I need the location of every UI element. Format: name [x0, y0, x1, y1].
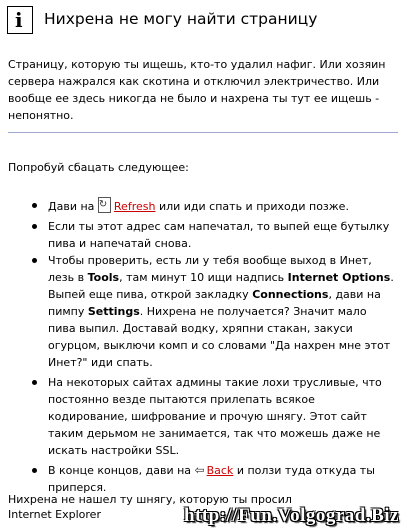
list-item-ssl: На некоторых сайтах админы такие лохи трусливые, что постоянно везде пытаются прилепать всякое кодирование, шифрование и прочую шнягу. Этот сайт таким дерьмом не занимается, так что можешь даже не искать настройки SSL.	[32, 374, 394, 459]
tip-text: , там минут 10 ищи надпись	[119, 271, 285, 284]
info-glyph: i	[15, 8, 23, 32]
tools-label: Tools	[87, 271, 120, 284]
internet-options-label: Internet Options	[287, 271, 391, 284]
tips-list	[32, 197, 394, 496]
tip-text: , дави на пимпу	[48, 288, 381, 318]
footer-text: Нихрена не нашел ту шнягу, которую ты просил Internet Explorer	[8, 493, 292, 521]
info-icon	[7, 6, 33, 34]
page-title: Нихрена не могу найти страницу	[44, 10, 318, 28]
intro-text: Страницу, которую ты ищешь, кто-то удалил нафиг. Или хозяин сервера нажрался как скотина и отключил электричество. Или вообще ее здесь никогда не было и нахрена ты тут ее ищешь - непонятно.	[8, 58, 386, 122]
watermark: http://Fun.Volgograd.Biz	[183, 505, 399, 526]
page-header	[4, 4, 402, 32]
tip-text: . Выпей еще пива, открой закладку	[48, 271, 394, 301]
tip-text: В конце концов, дави на	[48, 464, 192, 477]
tip-text: . Нихрена не получается? Значит мало пива выпил. Доставай водку, хряпни стакан, закуси огурцом, выключи комп и со словами "Да нахрен мне этот Инет?" иди спать.	[48, 305, 391, 369]
tip-text: или иди спать и приходи позже.	[158, 200, 349, 213]
tip-text: Дави на	[48, 200, 95, 213]
refresh-link[interactable]: Refresh	[113, 200, 156, 213]
connections-label: Connections	[252, 288, 329, 301]
refresh-icon[interactable]	[98, 197, 111, 213]
list-item-connection	[32, 252, 394, 371]
list-item-back	[32, 462, 394, 496]
tip-text: Чтобы проверить, есть ли у тебя вообще выход в Инет, лезь в	[48, 254, 372, 284]
back-link[interactable]: Back	[206, 464, 234, 477]
list-item-refresh	[32, 197, 394, 215]
divider	[8, 132, 398, 133]
try-heading: Попробуй сбацать следующее:	[8, 161, 189, 174]
list-item-retype: Если ты этот адрес сам напечатал, то выпей еще бутылку пива и напечатай снова.	[32, 218, 394, 252]
back-arrow-icon[interactable]: ⇦	[194, 463, 205, 477]
tip-text: и ползи туда откуда ты приперся.	[48, 464, 375, 494]
settings-label: Settings	[87, 305, 140, 318]
